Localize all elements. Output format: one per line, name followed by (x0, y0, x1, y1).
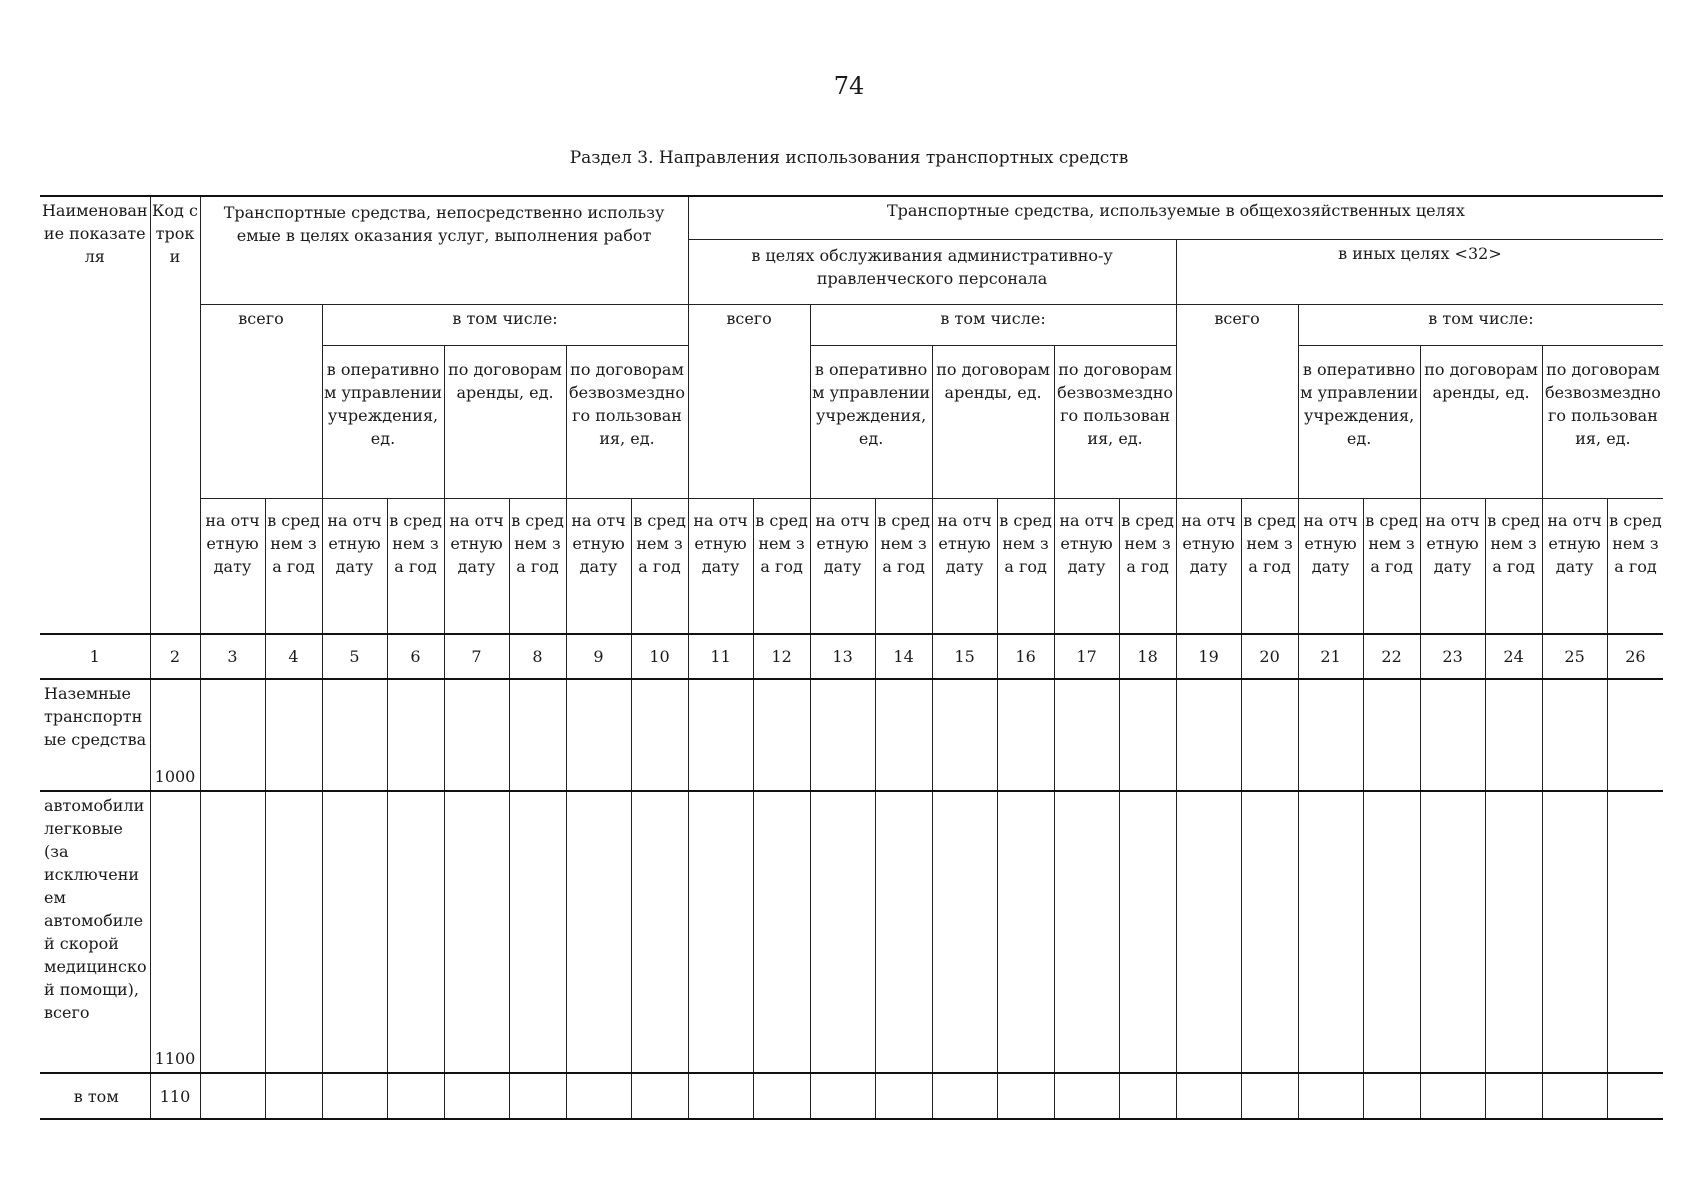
data-cell[interactable] (932, 1073, 997, 1119)
data-cell[interactable] (566, 679, 631, 791)
data-cell[interactable] (1542, 791, 1607, 1073)
data-cell[interactable] (509, 791, 566, 1073)
header-on-date: на отчетную дату (810, 499, 875, 635)
data-cell[interactable] (1119, 679, 1176, 791)
data-cell[interactable] (1054, 1073, 1119, 1119)
column-number: 16 (997, 634, 1054, 679)
section-title: Раздел 3. Направления использования транспортных средств (569, 148, 1129, 168)
header-avg-year: в среднем за год (997, 499, 1054, 635)
data-cell[interactable] (387, 791, 444, 1073)
data-cell[interactable] (1363, 1073, 1420, 1119)
column-number: 19 (1176, 634, 1241, 679)
data-cell[interactable] (875, 791, 932, 1073)
data-cell[interactable] (509, 679, 566, 791)
data-cell[interactable] (1363, 791, 1420, 1073)
table-row (40, 1073, 1663, 1119)
data-cell[interactable] (265, 1073, 322, 1119)
data-cell[interactable] (1176, 679, 1241, 791)
data-cell[interactable] (1607, 1073, 1663, 1119)
column-number: 21 (1298, 634, 1363, 679)
data-cell[interactable] (1485, 1073, 1542, 1119)
data-cell[interactable] (200, 791, 265, 1073)
data-cell[interactable] (1298, 1073, 1363, 1119)
data-cell[interactable] (387, 679, 444, 791)
data-cell[interactable] (1420, 679, 1485, 791)
column-number: 4 (265, 634, 322, 679)
data-cell[interactable] (566, 1073, 631, 1119)
header-total-other: всего (1176, 305, 1298, 499)
data-cell[interactable] (1542, 679, 1607, 791)
data-cell[interactable] (631, 791, 688, 1073)
row-name: автомобили легковые (за исключением автомобилей скорой медицинской помощи), всего (40, 791, 150, 1073)
data-cell[interactable] (322, 791, 387, 1073)
header-on-date: на отчетную дату (1420, 499, 1485, 635)
data-cell[interactable] (1420, 1073, 1485, 1119)
row-code: 110 (150, 1073, 200, 1119)
data-cell[interactable] (265, 791, 322, 1073)
data-cell[interactable] (753, 791, 810, 1073)
row-code: 1100 (150, 791, 200, 1073)
column-number: 24 (1485, 634, 1542, 679)
data-cell[interactable] (1607, 679, 1663, 791)
row-code: 1000 (150, 679, 200, 791)
data-cell[interactable] (444, 791, 509, 1073)
column-number: 2 (150, 634, 200, 679)
data-cell[interactable] (387, 1073, 444, 1119)
data-cell[interactable] (322, 1073, 387, 1119)
header-avg-year: в среднем за год (509, 499, 566, 635)
data-cell[interactable] (997, 791, 1054, 1073)
data-cell[interactable] (997, 679, 1054, 791)
header-including-admin: в том числе: (810, 305, 1176, 346)
data-cell[interactable] (688, 1073, 753, 1119)
header-operative-other: в оперативном управлении учреждения, ед. (1298, 346, 1420, 499)
data-cell[interactable] (265, 679, 322, 791)
column-number: 25 (1542, 634, 1607, 679)
data-cell[interactable] (932, 791, 997, 1073)
header-avg-year: в среднем за год (875, 499, 932, 635)
data-cell[interactable] (1119, 791, 1176, 1073)
header-avg-year: в среднем за год (387, 499, 444, 635)
column-number: 1 (40, 634, 150, 679)
header-lease-other: по договорам аренды, ед. (1420, 346, 1542, 499)
column-number: 14 (875, 634, 932, 679)
data-cell[interactable] (444, 1073, 509, 1119)
header-lease-admin: по договорам аренды, ед. (932, 346, 1054, 499)
column-number: 5 (322, 634, 387, 679)
page-number: 74 (833, 72, 865, 100)
header-group-general: Транспортные средства, используемые в общехозяйственных целях (688, 196, 1663, 240)
column-number: 23 (1420, 634, 1485, 679)
header-avg-year: в среднем за год (631, 499, 688, 635)
header-on-date: на отчетную дату (322, 499, 387, 635)
header-lease-direct: по договорам аренды, ед. (444, 346, 566, 499)
data-cell[interactable] (1485, 791, 1542, 1073)
column-number: 9 (566, 634, 631, 679)
header-row-1 (40, 196, 1663, 240)
column-number: 13 (810, 634, 875, 679)
header-on-date: на отчетную дату (566, 499, 631, 635)
data-cell[interactable] (1241, 791, 1298, 1073)
header-operative-direct: в оперативном управлении учреждения, ед. (322, 346, 444, 499)
data-cell[interactable] (875, 679, 932, 791)
header-including-other: в том числе: (1298, 305, 1663, 346)
data-cell[interactable] (1054, 791, 1119, 1073)
data-cell[interactable] (1420, 791, 1485, 1073)
column-numbers-row (40, 634, 1663, 679)
column-number: 7 (444, 634, 509, 679)
data-cell[interactable] (688, 679, 753, 791)
header-group-direct: Транспортные средства, непосредственно используемые в целях оказания услуг, выполнения работ (200, 196, 688, 305)
header-on-date: на отчетную дату (932, 499, 997, 635)
header-on-date: на отчетную дату (688, 499, 753, 635)
column-number: 20 (1241, 634, 1298, 679)
header-on-date: на отчетную дату (1054, 499, 1119, 635)
column-number: 3 (200, 634, 265, 679)
data-cell[interactable] (1176, 1073, 1241, 1119)
table-row (40, 791, 1663, 1073)
data-cell[interactable] (688, 791, 753, 1073)
data-cell[interactable] (1363, 679, 1420, 791)
data-cell[interactable] (997, 1073, 1054, 1119)
header-sub-other: в иных целях <32> (1176, 240, 1663, 305)
row-name: Наземные транспортные средства (40, 679, 150, 791)
header-free-admin: по договорам безвозмездного пользования, ед. (1054, 346, 1176, 499)
data-cell[interactable] (1119, 1073, 1176, 1119)
column-number: 15 (932, 634, 997, 679)
table-row (40, 679, 1663, 791)
data-cell[interactable] (200, 1073, 265, 1119)
data-cell[interactable] (753, 1073, 810, 1119)
header-name-column: Наименование показателя (40, 196, 150, 634)
column-number: 10 (631, 634, 688, 679)
header-avg-year: в среднем за год (1607, 499, 1663, 635)
header-avg-year: в среднем за год (1363, 499, 1420, 635)
column-number: 6 (387, 634, 444, 679)
header-total-admin: всего (688, 305, 810, 499)
header-free-other: по договорам безвозмездного пользования, ед. (1542, 346, 1663, 499)
header-avg-year: в среднем за год (753, 499, 810, 635)
header-sub-admin: в целях обслуживания административно-управленческого персонала (688, 240, 1176, 305)
data-cell[interactable] (200, 679, 265, 791)
header-avg-year: в среднем за год (1119, 499, 1176, 635)
data-cell[interactable] (322, 679, 387, 791)
column-number: 26 (1607, 634, 1663, 679)
column-number: 17 (1054, 634, 1119, 679)
header-free-direct: по договорам безвозмездного пользования, ед. (566, 346, 688, 499)
data-cell[interactable] (1241, 679, 1298, 791)
header-row-3 (40, 305, 1663, 346)
header-on-date: на отчетную дату (444, 499, 509, 635)
data-cell[interactable] (810, 679, 875, 791)
header-on-date: на отчетную дату (200, 499, 265, 635)
data-cell[interactable] (1176, 791, 1241, 1073)
header-avg-year: в среднем за год (1485, 499, 1542, 635)
transport-usage-table (40, 195, 1663, 1120)
header-on-date: на отчетную дату (1298, 499, 1363, 635)
data-cell[interactable] (509, 1073, 566, 1119)
data-cell[interactable] (444, 679, 509, 791)
data-cell[interactable] (753, 679, 810, 791)
data-cell[interactable] (932, 679, 997, 791)
data-cell[interactable] (810, 1073, 875, 1119)
header-including-direct: в том числе: (322, 305, 688, 346)
data-cell[interactable] (631, 679, 688, 791)
data-cell[interactable] (1298, 679, 1363, 791)
column-number: 12 (753, 634, 810, 679)
data-cell[interactable] (875, 1073, 932, 1119)
column-number: 8 (509, 634, 566, 679)
data-cell[interactable] (1241, 1073, 1298, 1119)
header-avg-year: в среднем за год (1241, 499, 1298, 635)
column-number: 22 (1363, 634, 1420, 679)
row-name: в том (40, 1073, 150, 1119)
header-avg-year: в среднем за год (265, 499, 322, 635)
data-cell[interactable] (631, 1073, 688, 1119)
header-on-date: на отчетную дату (1176, 499, 1241, 635)
data-cell[interactable] (566, 791, 631, 1073)
header-operative-admin: в оперативном управлении учреждения, ед. (810, 346, 932, 499)
header-total-direct: всего (200, 305, 322, 499)
data-cell[interactable] (810, 791, 875, 1073)
data-cell[interactable] (1542, 1073, 1607, 1119)
column-number: 18 (1119, 634, 1176, 679)
header-code-column: Код строки (150, 196, 200, 634)
data-cell[interactable] (1298, 791, 1363, 1073)
column-number: 11 (688, 634, 753, 679)
data-cell[interactable] (1485, 679, 1542, 791)
header-on-date: на отчетную дату (1542, 499, 1607, 635)
data-cell[interactable] (1054, 679, 1119, 791)
data-cell[interactable] (1607, 791, 1663, 1073)
header-row-5 (40, 499, 1663, 635)
